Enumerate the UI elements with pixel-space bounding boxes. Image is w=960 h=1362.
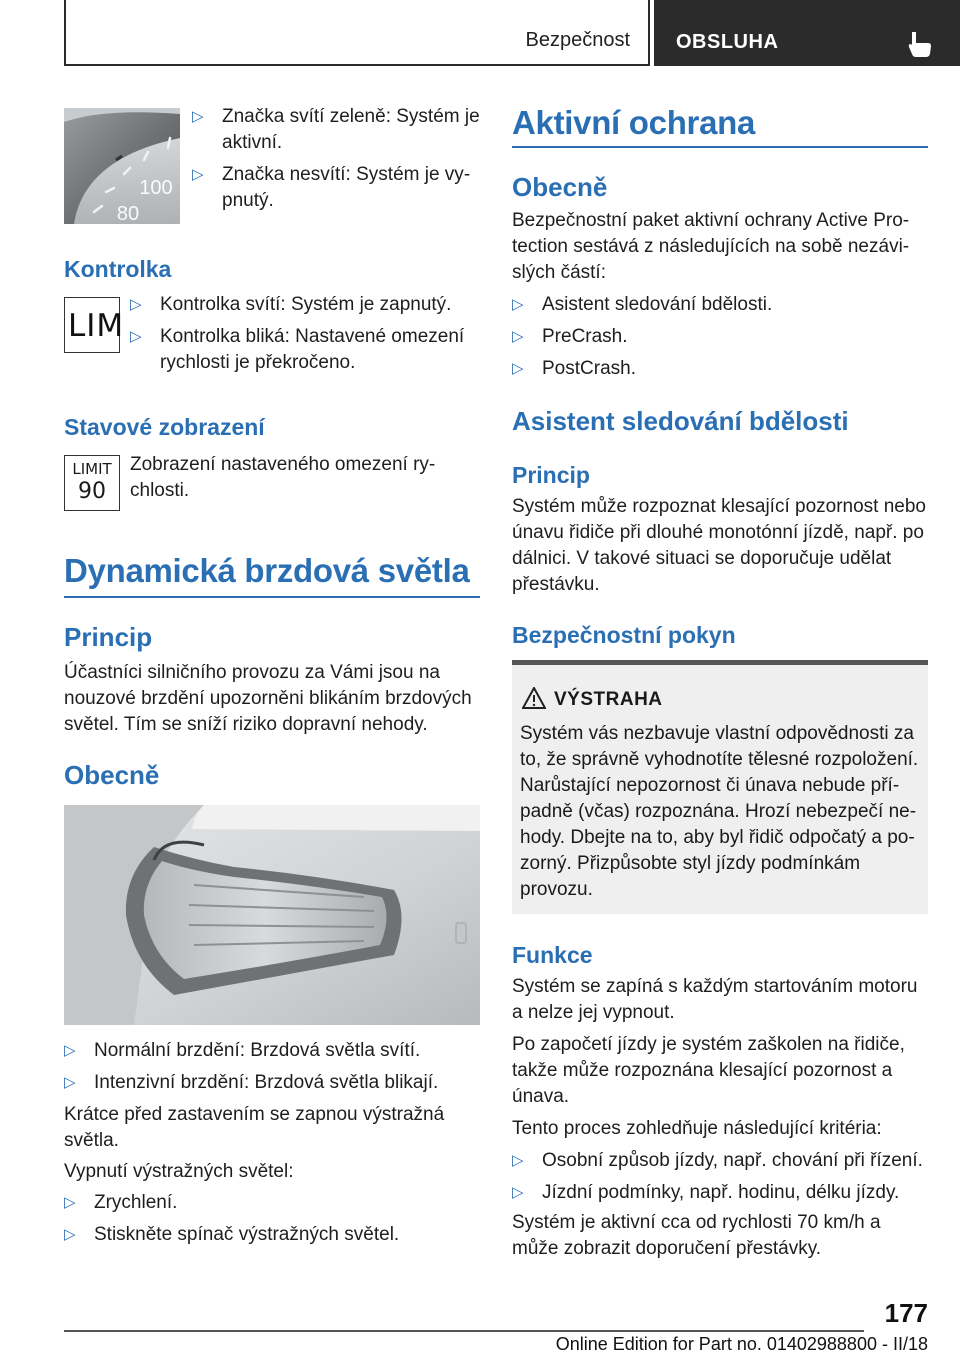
bezpecnostni-pokyn-heading: Bezpečnostní pokyn: [512, 622, 736, 648]
limit-90-icon: LIMIT 90: [64, 455, 120, 511]
princip-heading: Princip: [64, 622, 153, 652]
heading-rule: [512, 146, 928, 148]
gauge-label-100: 100: [139, 177, 173, 199]
stavove-zobrazeni-text: Zobrazení nastaveného omezení rychlosti.: [130, 454, 436, 501]
brake-light-list: [64, 1038, 480, 1102]
funkce-heading: Funkce: [512, 942, 593, 968]
triangle-bullet-icon: ▷: [512, 1152, 524, 1169]
hazard-off-list: [64, 1190, 480, 1254]
list-item: ▷ Jízdní podmínky, např. hodinu, délku jízdy.: [512, 1180, 928, 1206]
triangle-bullet-icon: ▷: [192, 166, 204, 183]
page-header: [64, 0, 960, 66]
triangle-bullet-icon: ▷: [130, 296, 142, 313]
funkce-text-2: Po započetí jízdy je systém zaškolen na řidiče, takže může rozpoznána klesající pozornost a únava.: [512, 1034, 905, 1107]
triangle-bullet-icon: ▷: [64, 1226, 76, 1243]
warning-triangle-icon: [522, 687, 546, 709]
header-section-title: Bezpečnost: [525, 29, 630, 51]
triangle-bullet-icon: ▷: [64, 1042, 76, 1059]
triangle-bullet-icon: ▷: [64, 1194, 76, 1211]
funkce-criteria-list: [512, 1148, 928, 1212]
list-item: ▷ Stiskněte spínač výstražných světel.: [64, 1222, 480, 1248]
list-item: ▷ PreCrash.: [512, 324, 928, 350]
hazard-off-text: Vypnutí výstražných světel:: [64, 1161, 294, 1182]
stavove-zobrazeni-heading: Stavové zobrazení: [64, 414, 265, 440]
princip-heading-right: Princip: [512, 462, 590, 488]
hazard-lights-text: Krátce před zastavením se zapnou výstražná světla.: [64, 1104, 445, 1151]
list-item: ▷ Asistent sledování bdělosti.: [512, 292, 928, 318]
gauge-status-list: [192, 104, 482, 220]
asistent-sledovani-heading: Asistent sledování bdělosti: [512, 406, 849, 436]
funkce-text-4: Systém je aktivní cca od rychlosti 70 km/h a může zobrazit doporučení přestávky.: [512, 1212, 881, 1259]
active-protection-list: [512, 292, 928, 388]
obecne-heading: Obecně: [64, 760, 160, 790]
funkce-text-3: Tento proces zohledňuje následující kritéria:: [512, 1118, 882, 1139]
obecne-text-right: Bezpečnostní paket aktivní ochrany Active Protection sestává z následujících na sobě nezávislých částí:: [512, 210, 910, 283]
dynamicka-brzdova-svetla-heading: Dynamická brzdová světla: [64, 552, 470, 589]
gauge-label-80: 80: [116, 203, 140, 224]
triangle-bullet-icon: ▷: [130, 328, 142, 345]
triangle-bullet-icon: ▷: [512, 360, 524, 377]
header-section-box: [64, 0, 650, 66]
list-item: ▷ Značka svítí zeleně: Systém je aktivní.: [192, 106, 480, 153]
aktivni-ochrana-heading: Aktivní ochrana: [512, 104, 756, 141]
princip-text: Účastníci silničního provozu za Vámi jsou na nouzové brzdění upozorněni blikáním brzdových světel. Tím se sníží riziko dopravní nehody.: [64, 662, 472, 735]
list-item: ▷ Zrychlení.: [64, 1190, 480, 1216]
obecne-heading-right: Obecně: [512, 172, 608, 202]
list-item: ▷ Značka nesvítí: Systém je vypnutý.: [192, 164, 471, 211]
warning-text: Systém vás nezbavuje vlastní odpovědnosti za to, že správně vyhodnotíte tělesné rozpoložení. Narůstající nepozornost či únava nebude případně (včas) rozpoznána. Hrozí nebezpečí nehody. Dbejte na to, aby byl řidič odpočatý a pozorný. Přizpůsobte styl jízdy podmínkám provozu.: [520, 723, 919, 900]
list-item: ▷ Osobní způsob jízdy, např. chování při řízení.: [512, 1148, 928, 1174]
funkce-text-1: Systém se zapíná s každým startováním motoru a nelze jej vypnout.: [512, 976, 918, 1023]
tail-light-image: [64, 805, 480, 1025]
list-item: ▷ Normální brzdění: Brzdová světla svítí.: [64, 1038, 480, 1064]
lim-indicator-icon: LIM: [64, 297, 120, 353]
warning-title: VÝSTRAHA: [554, 689, 663, 710]
list-item: ▷ PostCrash.: [512, 356, 928, 382]
list-item: ▷ Kontrolka svítí: Systém je zapnutý.: [130, 292, 480, 318]
header-chapter-tab[interactable]: [654, 0, 960, 66]
triangle-bullet-icon: ▷: [512, 296, 524, 313]
list-item: ▷ Kontrolka bliká: Nastavené omezení rychlosti je překročeno.: [130, 326, 465, 373]
kontrolka-list: [130, 292, 480, 382]
header-chapter-label: OBSLUHA: [676, 31, 779, 53]
princip-text-right: Systém může rozpoznat klesající pozornost nebo únavu řidiče při dlouhé monotónní jízdě, např. po dálnici. V takové situaci se doporučuje udělat přestávku.: [512, 496, 926, 595]
warning-box: [512, 660, 928, 914]
triangle-bullet-icon: ▷: [64, 1074, 76, 1091]
heading-rule: [64, 596, 480, 598]
page-number: 177: [884, 1298, 928, 1328]
speedometer-gauge-image: [64, 108, 180, 224]
footer-rule: [64, 1330, 864, 1332]
kontrolka-heading: Kontrolka: [64, 256, 172, 282]
triangle-bullet-icon: ▷: [512, 328, 524, 345]
list-item: ▷ Intenzivní brzdění: Brzdová světla blikají.: [64, 1070, 480, 1096]
triangle-bullet-icon: ▷: [192, 108, 204, 125]
footer-edition-text: Online Edition for Part no. 01402988800 - II/18: [555, 1334, 928, 1354]
triangle-bullet-icon: ▷: [512, 1184, 524, 1201]
pointing-hand-icon: [904, 28, 934, 58]
